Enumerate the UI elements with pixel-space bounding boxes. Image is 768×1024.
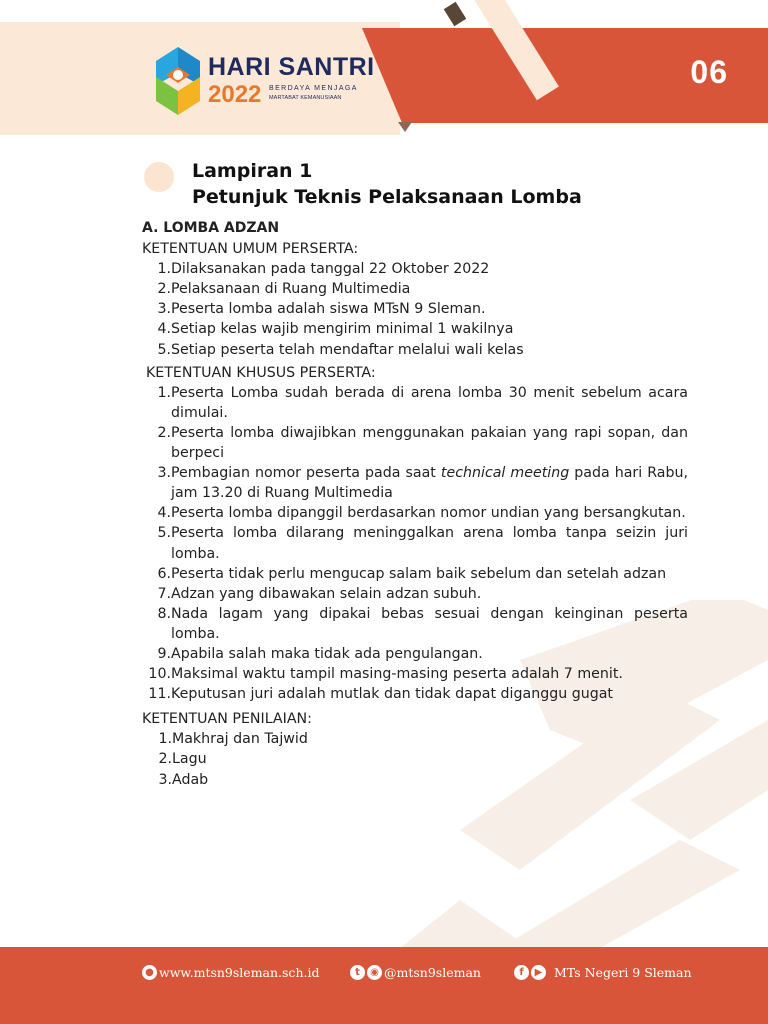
list-item — [142, 463, 688, 503]
list-text — [171, 463, 688, 503]
list-text: Peserta Lomba sudah berada di arena lomba 30 menit sebelum acara dimulai. — [171, 384, 688, 421]
general-rules-heading: KETENTUAN UMUM PERSERTA: — [142, 241, 359, 258]
assessment-list — [142, 729, 688, 789]
list-number: 1. — [158, 731, 172, 748]
header-decor-triangle — [398, 122, 412, 132]
list-item — [142, 259, 688, 279]
logo-tagline-sub: MARTABAT KEMANUSIAAN — [269, 95, 342, 101]
list-number: 3. — [157, 301, 171, 318]
list-text-part: Pembagian nomor peserta pada saat — [171, 465, 441, 482]
logo-year: 2022 — [208, 81, 262, 108]
list-text: Peserta lomba adalah siswa MTsN 9 Sleman. — [171, 301, 486, 318]
list-item — [142, 664, 688, 684]
list-number: 8. — [157, 605, 171, 622]
list-item — [142, 564, 688, 584]
list-number: 9. — [157, 645, 171, 662]
youtube-icon: ▶ — [531, 965, 546, 980]
list-text: Adzan yang dibawakan selain adzan subuh. — [171, 585, 482, 602]
page-title: Petunjuk Teknis Pelaksanaan Lomba — [192, 186, 582, 208]
hari-santri-emblem-icon — [150, 45, 206, 117]
list-text: Peserta lomba dipanggil berdasarkan nomor undian yang bersangkutan. — [171, 505, 686, 522]
list-item — [142, 340, 688, 360]
list-item — [142, 749, 688, 769]
list-text: Peserta tidak perlu mengucap salam baik sebelum dan setelah adzan — [171, 565, 667, 582]
list-item — [142, 729, 688, 749]
list-number: 10. — [148, 666, 171, 683]
list-number: 1. — [157, 384, 171, 401]
list-item — [142, 684, 688, 704]
page-number: 06 — [690, 54, 728, 90]
list-text: Dilaksanakan pada tanggal 22 Oktober 2022 — [171, 261, 490, 278]
list-text: Apabila salah maka tidak ada pengulangan. — [171, 645, 483, 662]
logo-tagline: BERDAYA MENJAGA — [269, 85, 358, 92]
list-number: 2. — [158, 751, 172, 768]
globe-icon: ● — [142, 965, 157, 980]
header-decor-stripe-dark — [444, 2, 466, 26]
instagram-icon: ◉ — [367, 965, 382, 980]
section-heading: A. LOMBA ADZAN — [142, 220, 280, 236]
list-number: 4. — [157, 505, 171, 522]
list-text: Peserta lomba dilarang meninggalkan arena lomba tanpa seizin juri lomba. — [171, 525, 688, 562]
title-bullet-dot — [144, 162, 174, 192]
list-text: Peserta lomba diwajibkan menggunakan pakaian yang rapi sopan, dan berpeci — [171, 424, 688, 462]
list-text: Nada lagam yang dipakai bebas sesuai dengan keinginan peserta lomba. — [171, 605, 688, 642]
list-text-italic: technical meeting — [440, 465, 570, 482]
list-number: 4. — [157, 321, 171, 338]
list-item — [142, 584, 688, 604]
general-rules-list — [142, 259, 688, 359]
logo-title: HARI SANTRI — [208, 53, 375, 81]
list-number: 7. — [157, 585, 171, 602]
list-number: 6. — [157, 565, 171, 582]
list-text: Maksimal waktu tampil masing-masing peserta adalah 7 menit. — [171, 666, 623, 683]
list-item — [142, 523, 688, 563]
footer-social-text: @mtsn9sleman — [384, 965, 481, 980]
list-text: Setiap kelas wajib mengirim minimal 1 wakilnya — [171, 321, 514, 338]
list-number: 1. — [157, 261, 171, 278]
list-number: 2. — [157, 281, 171, 298]
list-item — [142, 770, 688, 790]
hari-santri-logo — [150, 45, 375, 120]
assessment-heading: KETENTUAN PENILAIAN: — [142, 711, 312, 728]
list-number: 11. — [148, 686, 171, 703]
list-text: Lagu — [172, 751, 207, 768]
list-text: Pelaksanaan di Ruang Multimedia — [171, 281, 411, 298]
list-item — [142, 383, 688, 423]
footer-channel[interactable] — [514, 965, 692, 980]
list-item — [142, 503, 688, 523]
list-text: Makhraj dan Tajwid — [172, 731, 308, 748]
list-text-part: pada hari Rabu, jam 13.20 di Ruang Multimedia — [171, 465, 688, 502]
facebook-icon: f — [514, 965, 529, 980]
footer-social[interactable] — [350, 965, 481, 980]
document-body — [142, 218, 688, 790]
list-number: 5. — [157, 525, 171, 542]
list-item — [142, 299, 688, 319]
list-number: 3. — [157, 465, 171, 482]
list-text: Keputusan juri adalah mutlak dan tidak dapat diganggu gugat — [171, 686, 613, 703]
special-rules-list — [142, 383, 688, 705]
footer-website-text: www.mtsn9sleman.sch.id — [159, 965, 320, 980]
twitter-icon: t — [350, 965, 365, 980]
footer-bar — [0, 947, 768, 1024]
list-number: 3. — [158, 771, 172, 788]
footer-channel-text: MTs Negeri 9 Sleman — [554, 965, 692, 980]
list-item — [142, 319, 688, 339]
special-rules-heading: KETENTUAN KHUSUS PERSERTA: — [146, 364, 376, 381]
list-item — [142, 279, 688, 299]
footer-website[interactable] — [142, 965, 319, 980]
list-number: 5. — [157, 341, 171, 358]
page-title-annex: Lampiran 1 — [192, 160, 313, 182]
list-item — [142, 604, 688, 644]
list-number: 2. — [157, 424, 171, 441]
list-item — [142, 423, 688, 463]
list-item — [142, 644, 688, 664]
list-text: Adab — [172, 771, 209, 788]
list-text: Setiap peserta telah mendaftar melalui wali kelas — [171, 341, 524, 358]
